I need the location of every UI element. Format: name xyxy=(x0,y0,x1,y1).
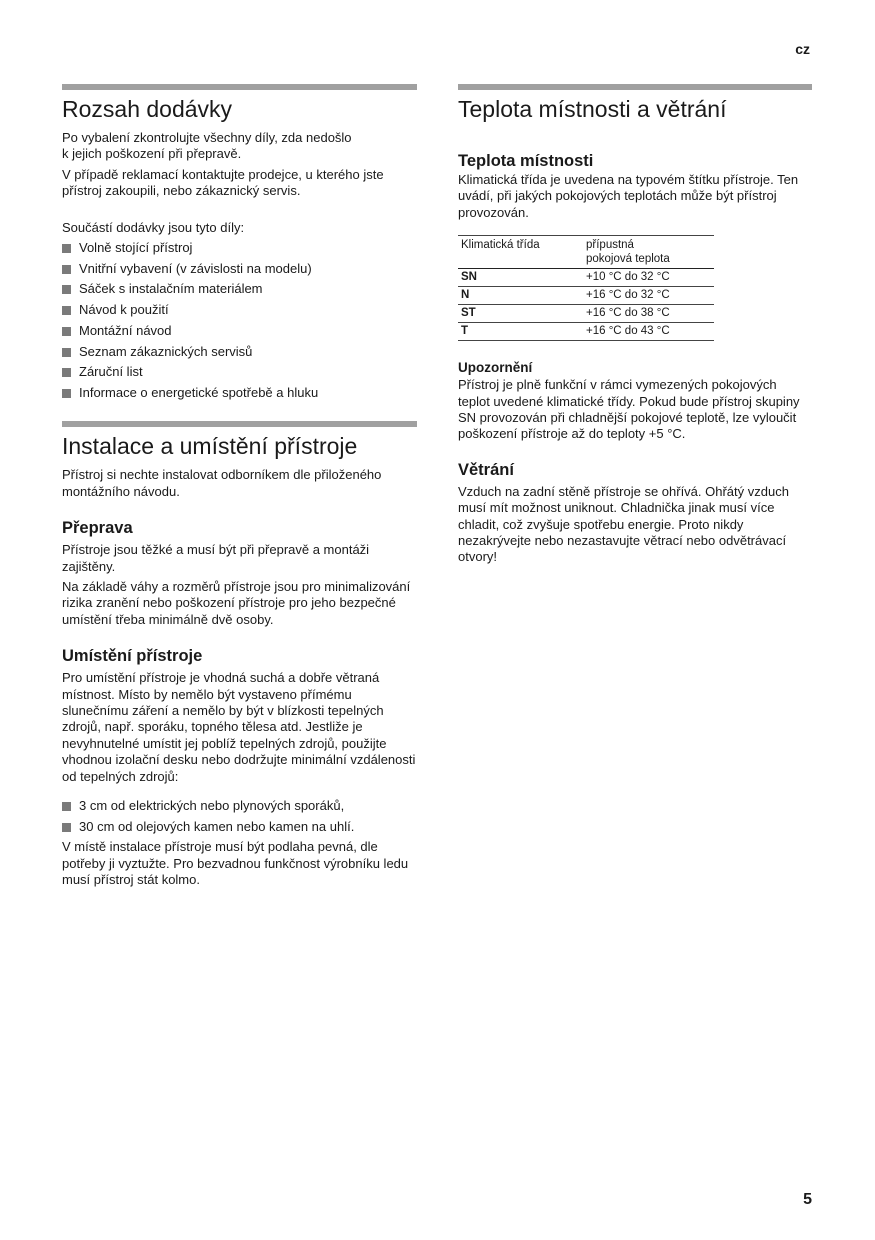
section-rule xyxy=(458,84,812,90)
table-cell-class: N xyxy=(458,287,583,305)
note-paragraph: Přístroj je plně funkční v rámci vymezených pokojových teplot uvedené klimatické třídy. Pokud bude přístroj skupiny SN provozován při chladnější pokojové teplotě, lze vyloučit poškození přístroje až do teploty +5 °C. xyxy=(458,377,800,442)
transport-paragraph-1: Přístroje jsou těžké a musí být při přepravě a montáži zajištěny. xyxy=(62,542,370,574)
scope-list-intro: Součástí dodávky jsou tyto díly: xyxy=(62,219,245,235)
subsection-title-placement: Umístění přístroje xyxy=(62,647,203,666)
table-row xyxy=(458,287,714,305)
square-bullet-icon xyxy=(62,389,71,398)
table-row xyxy=(458,323,714,341)
page-number: 5 xyxy=(803,1191,812,1208)
table-cell-class: SN xyxy=(458,269,583,287)
section-room-temperature-ventilation xyxy=(458,84,812,566)
table-header-row xyxy=(458,236,714,269)
table-cell-range: +16 °C do 38 °C xyxy=(583,305,714,323)
placement-distance-list xyxy=(62,798,417,835)
square-bullet-icon xyxy=(62,823,71,832)
table-cell-range: +16 °C do 43 °C xyxy=(583,323,714,341)
scope-paragraph-1a: Po vybalení zkontrolujte všechny díly, zda nedošlo xyxy=(62,130,352,145)
table-cell-class: T xyxy=(458,323,583,341)
list-item: Vnitřní vybavení (v závislosti na modelu) xyxy=(62,261,417,277)
square-bullet-icon xyxy=(62,802,71,811)
square-bullet-icon xyxy=(62,285,71,294)
list-item: 30 cm od olejových kamen nebo kamen na uhlí. xyxy=(62,819,417,835)
table-cell-range: +16 °C do 32 °C xyxy=(583,287,714,305)
section-title-scope: Rozsah dodávky xyxy=(62,96,233,122)
list-item: Návod k použití xyxy=(62,302,417,318)
installation-intro: Přístroj si nechte instalovat odborníkem dle přiloženého montážního návodu. xyxy=(62,467,382,499)
square-bullet-icon xyxy=(62,368,71,377)
scope-paragraph-2: V případě reklamací kontaktujte prodejce, u kterého jste přístroj zakoupili, nebo zákaznický servis. xyxy=(62,166,384,199)
section-title-room: Teplota místnosti a větrání xyxy=(458,96,727,122)
section-installation xyxy=(62,421,417,888)
table-row xyxy=(458,305,714,323)
list-item: Záruční list xyxy=(62,364,417,380)
placement-paragraph-1: Pro umístění přístroje je vhodná suchá a dobře větraná místnost. Místo by nemělo být vystaveno přímému slunečnímu záření a nemělo by být v blízkosti tepelných zdrojů, např. sporáku, topného tělesa atd. Jestliže je nevyhnutelné umístit jej poblíž tepelných zdrojů, použijte vhodnou izolační desku nebo dodržujte minimální vzdálenosti od tepelných zdrojů: xyxy=(62,670,416,784)
square-bullet-icon xyxy=(62,265,71,274)
right-column xyxy=(458,84,812,566)
list-item: Montážní návod xyxy=(62,323,417,339)
list-item: Informace o energetické spotřebě a hluku xyxy=(62,385,417,401)
section-title-installation: Instalace a umístění přístroje xyxy=(62,433,358,460)
square-bullet-icon xyxy=(62,327,71,336)
subsection-title-transport: Přeprava xyxy=(62,519,133,538)
left-column xyxy=(62,84,417,889)
section-scope-of-delivery xyxy=(62,84,417,401)
subsection-title-room-temperature: Teplota místnosti xyxy=(458,152,594,170)
transport-paragraph-2: Na základě váhy a rozměrů přístroje jsou pro minimalizování rizika zranění nebo poškození přístroje pro jeho bezpečné umístění třeba minimálně dvě osoby. xyxy=(62,578,411,627)
table-row xyxy=(458,269,714,287)
language-code: cz xyxy=(795,41,810,57)
table-header-temperature: přípustná pokojová teplota xyxy=(586,239,670,266)
section-rule xyxy=(62,421,417,427)
square-bullet-icon xyxy=(62,306,71,315)
ventilation-paragraph: Vzduch na zadní stěně přístroje se ohřívá. Ohřátý vzduch musí mít možnost uniknout. Chladnička jinak musí více chladit, což zvyšuje spotřebu energie. Proto nikdy nezakrývejte nebo nezastavujte větrací nebo odvětrávací otvory! xyxy=(458,483,789,565)
climate-class-table xyxy=(458,235,714,341)
square-bullet-icon xyxy=(62,244,71,253)
room-temperature-paragraph: Klimatická třída je uvedena na typovém štítku přístroje. Ten uvádí, při jakých pokojových teplotách může být přístroj provozován. xyxy=(458,172,799,220)
section-rule xyxy=(62,84,417,90)
square-bullet-icon xyxy=(62,348,71,357)
table-cell-range: +10 °C do 32 °C xyxy=(583,269,714,287)
subsection-title-ventilation: Větrání xyxy=(458,460,514,479)
placement-paragraph-2: V místě instalace přístroje musí být podlaha pevná, dle potřeby ji vyztužte. Pro bezvadnou funkčnost výrobníku ledu musí přístroj stát kolmo. xyxy=(62,839,409,888)
scope-item-list xyxy=(62,240,417,401)
list-item: Sáček s instalačním materiálem xyxy=(62,281,417,297)
list-item: Seznam zákaznických servisů xyxy=(62,344,417,360)
table-header-class: Klimatická třída xyxy=(461,239,540,252)
table-cell-class: ST xyxy=(458,305,583,323)
note-title: Upozornění xyxy=(458,360,533,376)
list-item: Volně stojící přístroj xyxy=(62,240,417,256)
scope-paragraph-1b: k jejich poškození při přepravě. xyxy=(62,146,242,162)
list-item: 3 cm od elektrických nebo plynových sporáků, xyxy=(62,798,417,814)
